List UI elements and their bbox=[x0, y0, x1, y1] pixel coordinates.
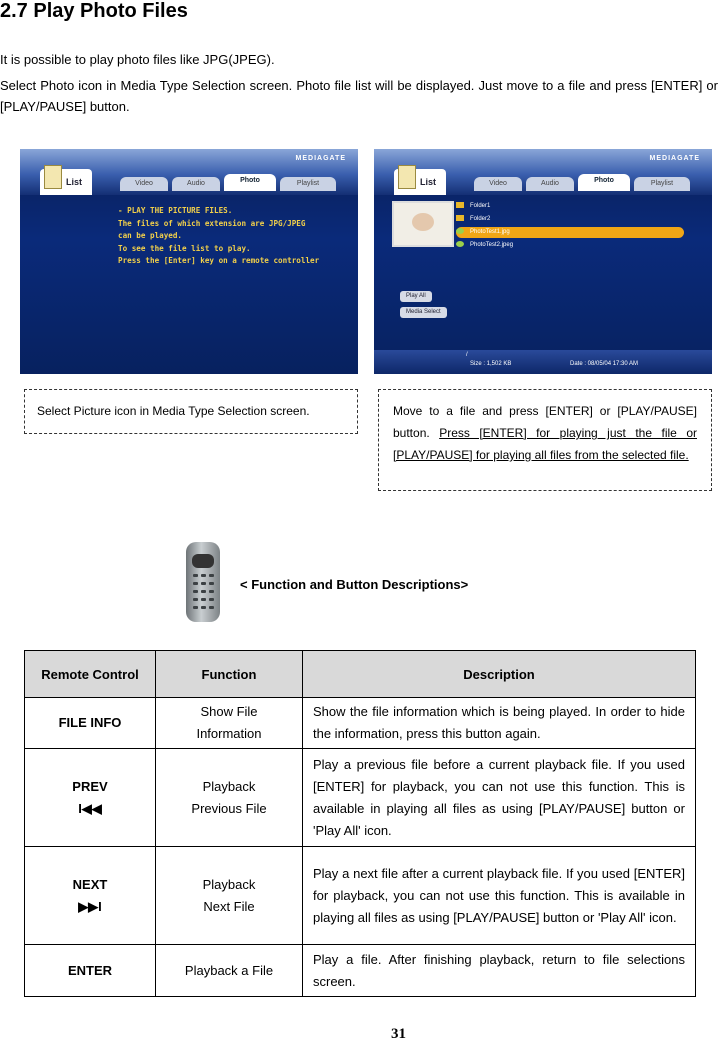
cell-function: Playback Next File bbox=[156, 847, 303, 945]
cell-control: NEXT ▶▶I bbox=[25, 847, 156, 945]
tab-photo: Photo bbox=[578, 174, 630, 191]
brand-logo: MEDIAGATE bbox=[649, 155, 700, 162]
screenshot-media-type bbox=[20, 149, 358, 374]
cell-control: PREV I◀◀ bbox=[25, 749, 156, 847]
caption-right: Move to a file and press [ENTER] or [PLAY/PAUSE] button. Press [ENTER] for playing just the file or [PLAY/PAUSE] for playing all files from the selected file. bbox=[378, 389, 712, 491]
header-remote-control: Remote Control bbox=[25, 651, 156, 698]
tab-playlist: Playlist bbox=[634, 177, 690, 191]
screen-message: - PLAY THE PICTURE FILES. The files of which extension are JPG/JPEG can be played. To see the file list to play. Press the [Enter] key on a remote controller bbox=[118, 206, 320, 266]
tab-video: Video bbox=[120, 177, 168, 191]
caption-left: Select Picture icon in Media Type Selection screen. bbox=[24, 389, 358, 434]
prev-icon: I◀◀ bbox=[78, 800, 102, 816]
table-row bbox=[25, 945, 696, 997]
list-badge: List bbox=[394, 169, 446, 195]
folder-icon bbox=[456, 202, 464, 208]
file-item: Folder2 bbox=[456, 214, 490, 225]
intro-line-1: It is possible to play photo files like JPG(JPEG). bbox=[0, 52, 275, 67]
cell-function: Show File Information bbox=[156, 698, 303, 749]
next-icon: ▶▶I bbox=[78, 898, 102, 914]
tab-audio: Audio bbox=[172, 177, 220, 191]
section-title: 2.7 Play Photo Files bbox=[0, 0, 188, 22]
cell-description: Play a previous file before a current playback file. If you used [ENTER] for playback, you can not use this function. This is available in playing all files as using [PLAY/PAUSE] button or 'Play All' icon. bbox=[303, 749, 696, 847]
cell-control: ENTER bbox=[25, 945, 156, 997]
tab-playlist: Playlist bbox=[280, 177, 336, 191]
media-select-button-image: Media Select bbox=[400, 307, 447, 318]
photo-thumbnail bbox=[392, 201, 454, 247]
list-icon bbox=[398, 165, 416, 189]
image-file-icon bbox=[456, 228, 464, 234]
status-bar bbox=[374, 350, 712, 374]
tab-audio: Audio bbox=[526, 177, 574, 191]
file-item: Folder1 bbox=[456, 201, 490, 212]
play-all-button-image: Play All bbox=[400, 291, 432, 302]
screenshot-photo-list bbox=[374, 149, 712, 374]
size-text: Size : 1,502 KB bbox=[470, 361, 512, 367]
cell-function: Playback Previous File bbox=[156, 749, 303, 847]
intro-paragraph: Select Photo icon in Media Type Selection screen. Photo file list will be displayed. Just move to a file and press [ENTER] or [PLAY/PAUSE] button. bbox=[0, 78, 718, 114]
path-text: / bbox=[466, 352, 468, 358]
remote-control-icon bbox=[186, 542, 220, 622]
function-descriptions-title: < Function and Button Descriptions> bbox=[240, 577, 469, 592]
list-badge: List bbox=[40, 169, 92, 195]
file-item: PhotoTest2.jpeg bbox=[456, 240, 513, 251]
header-function: Function bbox=[156, 651, 303, 698]
folder-icon bbox=[456, 215, 464, 221]
tab-photo: Photo bbox=[224, 174, 276, 191]
page-number: 31 bbox=[391, 1026, 406, 1042]
table-row bbox=[25, 847, 696, 945]
table-row bbox=[25, 698, 696, 749]
brand-logo: MEDIAGATE bbox=[295, 155, 346, 162]
cell-description: Play a next file after a current playback file. If you used [ENTER] for playback, you can not use this function. This is available in playing all files as using [PLAY/PAUSE] button or 'Play All' icon. bbox=[303, 847, 696, 945]
cell-description: Play a file. After finishing playback, return to file selections screen. bbox=[303, 945, 696, 997]
header-description: Description bbox=[303, 651, 696, 698]
function-table bbox=[24, 650, 696, 997]
table-header-row bbox=[25, 651, 696, 698]
list-icon bbox=[44, 165, 62, 189]
cell-control: FILE INFO bbox=[25, 698, 156, 749]
date-text: Date : 08/05/04 17:30 AM bbox=[570, 361, 639, 367]
table-row bbox=[25, 749, 696, 847]
file-item-selected: PhotoTest1.jpg bbox=[456, 227, 684, 238]
cell-function: Playback a File bbox=[156, 945, 303, 997]
cell-description: Show the file information which is being played. In order to hide the information, press this button again. bbox=[303, 698, 696, 749]
image-file-icon bbox=[456, 241, 464, 247]
tab-video: Video bbox=[474, 177, 522, 191]
